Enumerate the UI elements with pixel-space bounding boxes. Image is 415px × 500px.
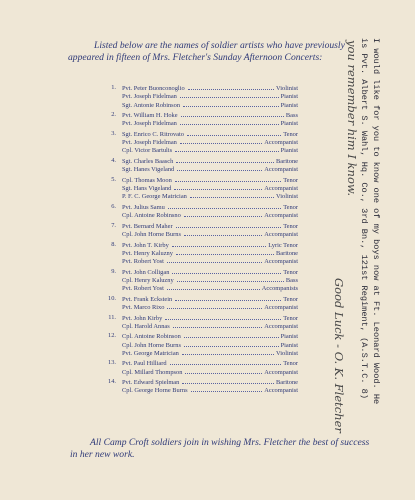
performer-row (122, 386, 298, 394)
performer-role: Accompanists (261, 285, 298, 293)
performer-name: Pvt. Robert Yost (122, 258, 164, 266)
performer-row (122, 295, 298, 303)
dot-leader (165, 314, 281, 320)
concert-entry (100, 241, 300, 266)
performer-name: Sgt. Charles Baasch (122, 158, 174, 165)
performer-role: Accompanist (264, 166, 298, 174)
dot-leader (175, 146, 279, 152)
dot-leader (184, 332, 279, 338)
dot-leader (182, 349, 274, 355)
concert-entry (100, 359, 300, 376)
concert-number: 6. (111, 202, 116, 210)
performer-role: Violinist (276, 85, 298, 92)
dot-leader (184, 341, 279, 347)
concert-entry (100, 157, 300, 174)
performer-name: Cpl. Thomas Moon (122, 176, 172, 184)
performer-row (122, 92, 298, 100)
performer-name: Sgt. Enrico C. Ritrovato (122, 130, 184, 138)
concert-number: 12. (108, 332, 116, 340)
performer-role: Accompanist (264, 139, 298, 147)
performer-row (122, 203, 298, 211)
performer-name: Cpl. Henry Kaluzny (122, 276, 174, 284)
performer-role: Tenor (283, 268, 298, 276)
performer-row (122, 332, 298, 340)
concert-entry (100, 203, 300, 220)
performer-name: Pvt. Bernard Maher (122, 222, 173, 230)
performer-name: Sgt. Hans Vigeland (122, 185, 172, 193)
performer-role: Tenor (283, 130, 298, 138)
concert-number: 1. (111, 84, 116, 91)
performer-row (122, 146, 298, 154)
concert-entry (100, 332, 300, 357)
performer-row (122, 184, 298, 192)
concert-number: 14. (108, 378, 116, 386)
performer-row (122, 192, 298, 200)
dot-leader (176, 249, 274, 255)
performer-name: Cpl. Antoine Robinson (122, 333, 181, 341)
typed-note-line: I would like for you to know one of my boys now at Ft. Leonard Wood. He (371, 38, 381, 405)
performer-row (122, 101, 298, 109)
performer-role: Accompanist (264, 212, 298, 220)
dot-leader (190, 192, 274, 198)
concert-number: 7. (111, 221, 116, 229)
performer-role: Accompanist (264, 387, 298, 395)
performer-row (122, 349, 298, 357)
concert-entry (100, 222, 300, 239)
performer-role: Bass (285, 276, 298, 284)
performer-role: Accompanist (264, 230, 298, 238)
performer-role: Tenor (283, 314, 298, 322)
performer-name: Pvt. Marco Rixo (122, 303, 165, 311)
dot-leader (172, 268, 281, 274)
dot-leader (180, 92, 279, 98)
concert-number: 2. (111, 111, 116, 119)
handwritten-line: you remember him I know. (345, 40, 359, 196)
performer-role: Violinist (276, 349, 298, 357)
performer-role: Pianist (280, 93, 298, 101)
performer-row (122, 257, 298, 265)
concert-number: 13. (108, 359, 116, 367)
dot-leader (188, 84, 274, 90)
dot-leader (168, 203, 281, 209)
dot-leader (174, 184, 262, 190)
performer-row (122, 119, 298, 127)
typed-note-line: is Pvt. Albert S. Wahl, Hq. Co., 3rd Bn., 121st Regiment, (A.S.T.C. 8) (359, 38, 369, 399)
performer-name: Pvt. Paul Hilliard (122, 360, 167, 368)
performer-row (122, 249, 298, 257)
performer-row (122, 111, 298, 119)
performer-role: Violinist (276, 193, 298, 201)
performer-row (122, 368, 298, 376)
dot-leader (181, 111, 284, 117)
concert-entry (100, 378, 300, 395)
performer-name: Cpl. Millard Thompson (122, 368, 183, 376)
performer-name: Pvt. George Matrician (122, 349, 179, 357)
dot-leader (172, 241, 266, 247)
dot-leader (180, 119, 279, 125)
concert-number: 3. (111, 129, 116, 137)
performer-name: Cpl. John Horne Burns (122, 341, 181, 349)
performer-role: Tenor (283, 203, 298, 211)
dot-leader (167, 303, 262, 309)
concert-number: 9. (111, 267, 116, 275)
dot-leader (177, 276, 284, 282)
concert-number: 10. (108, 294, 116, 302)
dot-leader (180, 138, 262, 144)
performer-name: Cpl. Victor Bartulis (122, 147, 173, 155)
dot-leader (167, 257, 262, 263)
dot-leader (176, 157, 274, 163)
concert-entry (100, 314, 300, 331)
performer-role: Baritone (275, 379, 298, 387)
concert-entry (100, 295, 300, 312)
closing-paragraph: All Camp Croft soldiers join in wishing Mrs. Fletcher the best of success in her new work. (70, 437, 370, 460)
performer-name: Cpl. Antoine Robinsno (122, 212, 181, 220)
concert-number: 8. (111, 240, 116, 248)
dot-leader (176, 222, 282, 228)
performer-role: Bass (285, 112, 298, 120)
performer-role: Pianist (280, 333, 298, 341)
performer-role: Accompanist (264, 258, 298, 266)
performer-row (122, 211, 298, 219)
dot-leader (173, 322, 263, 328)
performer-role: Accompanist (264, 322, 298, 330)
handwritten-signoff: Good Luck - O. K. Fletcher (332, 278, 346, 433)
performer-row (122, 378, 298, 386)
performer-name: Pvt. Frank Eckstein (122, 295, 173, 303)
dot-leader (175, 295, 281, 301)
performer-name: Cpl. Harold Annas (122, 322, 170, 330)
concert-number: 11. (108, 313, 116, 321)
dot-leader (177, 165, 262, 171)
dot-leader (175, 176, 281, 182)
performer-role: Tenor (283, 222, 298, 230)
performer-row (122, 284, 298, 292)
performer-row (122, 359, 298, 367)
performer-role: Baritone (275, 158, 298, 165)
dot-leader (182, 378, 274, 384)
dot-leader (184, 230, 262, 236)
concert-entry (100, 268, 300, 293)
performer-name: Cpl. George Horne Burns (122, 387, 188, 395)
performer-row (122, 276, 298, 284)
performer-row (122, 314, 298, 322)
performer-name: Sgt. Hanes Vigeland (122, 166, 175, 174)
performer-row (122, 157, 298, 165)
performer-role: Pianist (280, 120, 298, 128)
intro-paragraph: Listed below are the names of soldier artists who have previously appeared in fifteen of Mrs. Fletcher's Sunday Afternoon Concerts: (68, 40, 345, 63)
concert-entry (100, 130, 300, 155)
concert-entry (100, 111, 300, 128)
performer-name: Cpl. John Horne Burns (122, 230, 181, 238)
performer-name: P. F. C. George Matrician (122, 193, 187, 201)
performer-row (122, 303, 298, 311)
performer-role: Accompanist (264, 303, 298, 311)
performer-row (122, 341, 298, 349)
performer-name: Pvt. John T. Kirby (122, 241, 169, 249)
dot-leader (170, 359, 282, 365)
dot-leader (187, 130, 281, 136)
performer-row (122, 241, 298, 249)
performer-name: Pvt. Robert Yost (122, 285, 164, 293)
performer-row (122, 230, 298, 238)
performer-row (122, 138, 298, 146)
performer-name: Pvt. Joseph Fidelman (122, 120, 177, 128)
performer-name: Pvt. John Colligan (122, 268, 170, 276)
performer-role: Tenor (283, 176, 298, 184)
performer-name: Pvt. Joseph Fidelman (122, 139, 177, 147)
dot-leader (167, 284, 260, 290)
performer-row (122, 130, 298, 138)
concert-number: 4. (111, 157, 116, 164)
performer-name: Pvt. Julius Samu (122, 203, 165, 211)
performer-role: Pianist (280, 147, 298, 155)
performer-row (122, 84, 298, 92)
performer-name: Pvt. Joseph Fidelman (122, 93, 177, 101)
performer-name: Pvt. Edward Spielman (122, 379, 180, 387)
performer-role: Baritone (275, 249, 298, 257)
concert-entry (100, 176, 300, 201)
performer-name: Sgt. Antonie Robinson (122, 101, 181, 109)
concert-number: 5. (111, 175, 116, 183)
performer-row (122, 222, 298, 230)
dot-leader (183, 101, 279, 107)
performer-role: Pianist (280, 341, 298, 349)
performer-row (122, 176, 298, 184)
dot-leader (185, 368, 262, 374)
typed-note (358, 38, 382, 404)
performer-role: Pianist (280, 101, 298, 109)
performer-role: Accompanist (264, 368, 298, 376)
performer-row (122, 268, 298, 276)
performer-role: Tenor (283, 295, 298, 303)
performer-name: Pvt. William H. Hoke (122, 112, 178, 120)
concert-entry (100, 84, 300, 109)
performer-role: Accompanist (264, 185, 298, 193)
performer-role: Lyric Tenor (268, 241, 298, 249)
performer-name: Pvt. Peter Buonconoglio (122, 85, 185, 92)
dot-leader (184, 211, 263, 217)
performer-name: Pvt. Henry Kaluzny (122, 249, 173, 257)
handwritten-note (332, 40, 358, 433)
performer-row (122, 322, 298, 330)
performer-name: Pvt. John Kirby (122, 314, 163, 322)
performer-row (122, 165, 298, 173)
performer-role: Tenor (283, 360, 298, 368)
dot-leader (191, 386, 263, 392)
